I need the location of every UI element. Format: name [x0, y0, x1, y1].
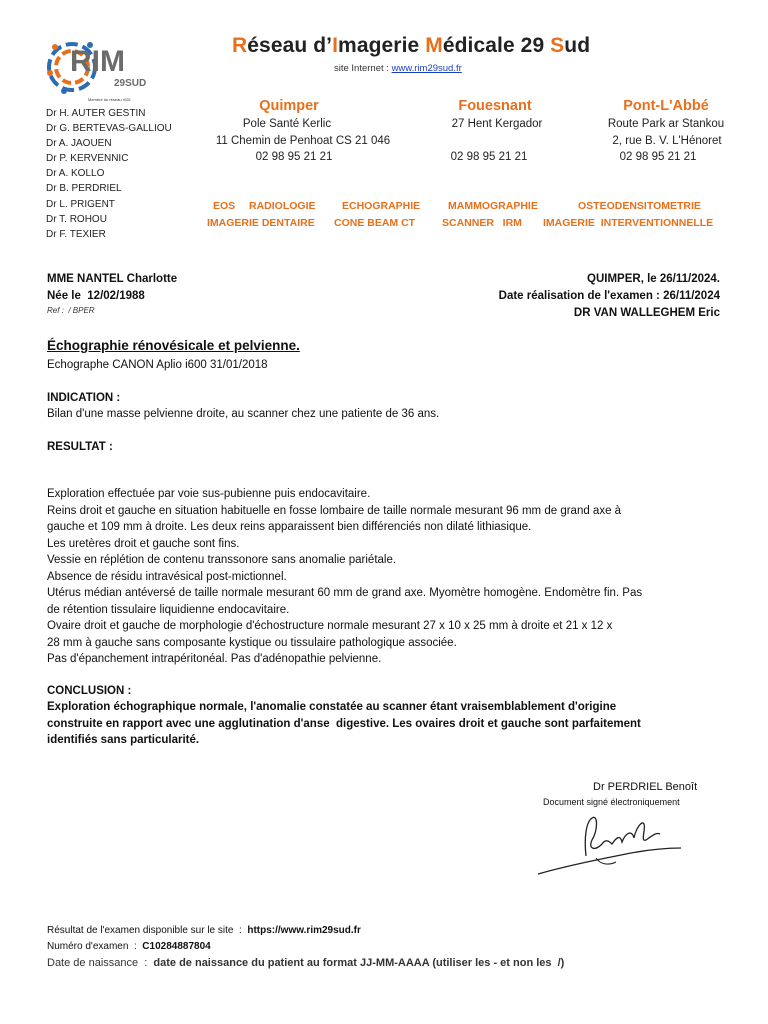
exam-date: Date réalisation de l'examen : 26/11/2024: [498, 290, 720, 302]
doctor-item: Dr P. KERVENNIC: [46, 153, 129, 165]
doctor-item: Dr G. BERTEVAS-GALLIOU: [46, 123, 172, 135]
doctor-item: Dr B. PERDRIEL: [46, 183, 122, 195]
doctor-item: Dr F. TEXIER: [46, 228, 106, 240]
indication-text: Bilan d'une masse pelvienne droite, au scanner chez une patiente de 36 ans.: [47, 408, 440, 420]
center-pontlabbe-phone: 02 98 95 21 21: [619, 151, 697, 163]
title-seg: R: [232, 34, 248, 57]
doctor-item: Dr A. KOLLO: [46, 168, 105, 180]
center-quimper-phone: 02 98 95 21 21: [255, 151, 333, 163]
rim-logo: [44, 33, 150, 105]
title-seg: magerie: [338, 34, 426, 57]
result-label: RESULTAT :: [47, 441, 113, 453]
footer-birth-instruction: date de naissance du patient au format JJ-MM-AAAA (utiliser les - et non les /): [153, 957, 565, 969]
site-label: site Internet :: [334, 63, 392, 74]
center-fouesnant-phone: 02 98 95 21 21: [450, 151, 528, 163]
center-quimper-line2: 11 Chemin de Penhoat CS 21 046: [215, 135, 391, 147]
signature-note: Document signé électroniquement: [543, 797, 680, 807]
logo-sub-text: 29SUD: [114, 78, 147, 89]
footer-exam-number-label: Numéro d'examen :: [47, 941, 143, 952]
result-body: [47, 486, 642, 668]
doctor-item: Dr A. JAOUEN: [46, 138, 112, 150]
center-pontlabbe-line1: Route Park ar Stankou: [607, 118, 725, 130]
footer-birth-line: [47, 957, 564, 969]
result-line: Reins droit et gauche en situation habituelle en fosse lombaire de taille normale mesurant 96 mm de grand axe à: [47, 504, 622, 517]
result-line: de rétention tissulaire liquidienne endocavitaire.: [47, 603, 290, 616]
conclusion-line: Exploration échographique normale, l'anomalie constatée au scanner étant vraisemblablement d'origine: [47, 701, 617, 713]
referring-doctor: DR VAN WALLEGHEM Eric: [573, 307, 720, 319]
conclusion-line: construite en rapport avec une agglutination d'anse digestive. Les ovaires droit et gauche sont parfaitement: [47, 717, 641, 730]
doctor-item: Dr L. PRIGENT: [46, 198, 115, 210]
specialty-item: IMAGERIE INTERVENTIONNELLE: [543, 217, 714, 229]
center-pontlabbe-name: Pont-L'Abbé: [623, 98, 709, 114]
conclusion-line: identifiés sans particularité.: [47, 734, 200, 746]
patient-birth: Née le 12/02/1988: [47, 290, 145, 302]
patient-name: MME NANTEL Charlotte: [47, 273, 178, 285]
specialty-item: MAMMOGRAPHIE: [448, 200, 538, 212]
title-seg: éseau d’: [247, 34, 333, 57]
patient-ref: Ref : / BPER: [47, 306, 95, 315]
specialty-item: ECHOGRAPHIE: [342, 200, 421, 212]
conclusion-label: CONCLUSION :: [47, 685, 132, 697]
exam-device: Echographe CANON Aplio i600 31/01/2018: [47, 359, 268, 371]
logo-main-text: RIM: [70, 45, 125, 78]
center-fouesnant-name: Fouesnant: [458, 98, 532, 114]
footer-exam-number-line: [47, 941, 211, 952]
exam-title: Échographie rénovésicale et pelvienne.: [47, 338, 300, 353]
network-title: [232, 34, 590, 58]
center-quimper-name: Quimper: [259, 98, 319, 114]
title-seg: I: [332, 34, 339, 57]
indication-label: INDICATION :: [47, 392, 121, 404]
specialty-item: EOS: [213, 200, 236, 212]
title-seg: M: [425, 34, 443, 57]
doctor-list: [46, 106, 172, 242]
specialty-item: OSTEODENSITOMETRIE: [578, 200, 701, 212]
site-line: [334, 63, 462, 74]
footer-result-label: Résultat de l'examen disponible sur le site :: [47, 925, 248, 936]
center-fouesnant-line1: 27 Hent Kergador: [451, 118, 543, 130]
handwritten-signature: [536, 808, 686, 878]
title-seg: S: [550, 34, 565, 57]
result-line: Exploration effectuée par voie sus-pubienne puis endocavitaire.: [47, 488, 371, 500]
footer-exam-number: C10284887804: [142, 941, 211, 952]
specialty-item: RADIOLOGIE: [249, 200, 316, 212]
result-line: Vessie en réplétion de contenu transsonore sans anomalie pariétale.: [47, 554, 397, 566]
result-line: 28 mm à gauche sans composante kystique ou tissulaire pathologique associée.: [47, 636, 457, 649]
result-line: gauche et 109 mm à droite. Les deux reins apparaissent bien différenciés non dilaté lithiasique.: [47, 521, 532, 533]
specialty-item: CONE BEAM CT: [334, 217, 416, 229]
specialty-item: SCANNER IRM: [442, 217, 522, 229]
result-line: Les uretères droit et gauche sont fins.: [47, 537, 240, 550]
center-pontlabbe-line2: 2, rue B. V. L'Hénoret: [612, 135, 722, 147]
result-line: Utérus médian antéversé de taille normale mesurant 60 mm de grand axe. Myomètre homogène. Endomètre fin. Pas: [47, 587, 643, 599]
site-link[interactable]: www.rim29sud.fr: [391, 63, 462, 74]
logo-tagline: Membre du réseau VIDI: [88, 97, 131, 102]
specialty-item: IMAGERIE DENTAIRE: [207, 217, 315, 229]
result-line: Ovaire droit et gauche de morphologie d'échostructure normale mesurant 27 x 10 x 25 mm à droite et 21 x 12 x: [47, 620, 613, 632]
doctor-item: Dr H. AUTER GESTIN: [46, 108, 146, 119]
place-date: QUIMPER, le 26/11/2024.: [587, 273, 720, 285]
result-line: Absence de résidu intravésical post-mictionnel.: [47, 570, 287, 583]
footer-birth-label: Date de naissance :: [47, 957, 154, 969]
title-seg: ud: [564, 34, 591, 57]
conclusion-body: [47, 699, 641, 749]
center-quimper-line1: Pole Santé Kerlic: [242, 118, 332, 130]
title-seg: édicale 29: [442, 34, 551, 57]
signer-name: Dr PERDRIEL Benoît: [593, 781, 698, 793]
footer-result-url[interactable]: https://www.rim29sud.fr: [247, 925, 361, 936]
doctor-item: Dr T. ROHOU: [46, 213, 107, 225]
footer-result-line: [47, 925, 361, 936]
result-line: Pas d'épanchement intrapéritonéal. Pas d'adénopathie pelvienne.: [47, 653, 382, 665]
